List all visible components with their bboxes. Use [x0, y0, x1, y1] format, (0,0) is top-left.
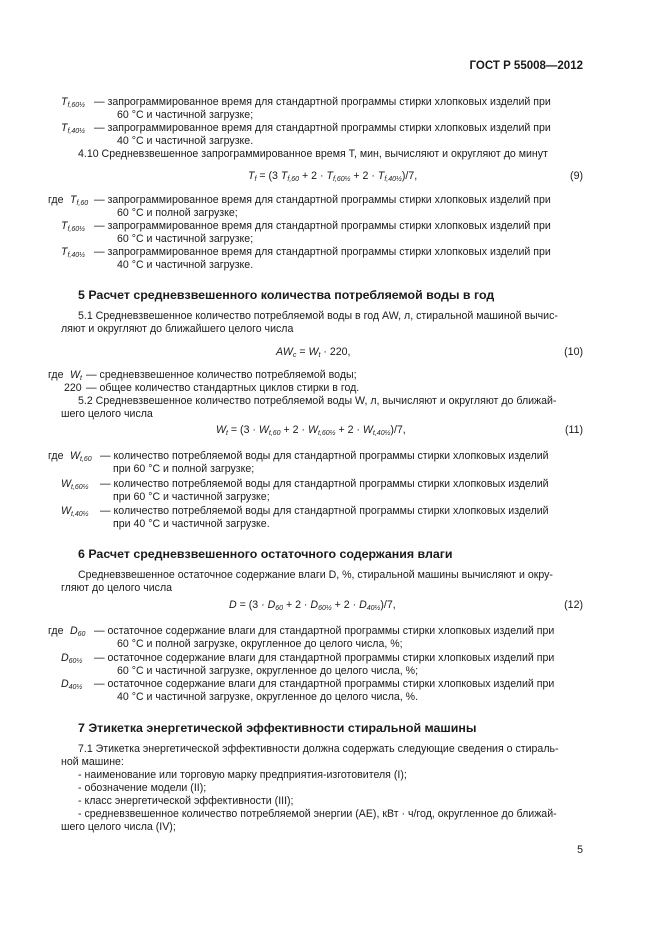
- section-7-title: 7 Этикетка энергетической эффективности стиральной машины: [78, 721, 477, 735]
- def-text: — остаточное содержание влаги для стандартной программы стирки хлопковых изделий при: [94, 678, 555, 690]
- symbol-t-60half: $T_{f,60\frac{1}{2}}$: [61, 220, 85, 233]
- symbol-d-40half: $D_{40\frac{1}{2}}$: [61, 678, 83, 691]
- symbol-t-40half: $T_{f,40\frac{1}{2}}$: [61, 246, 85, 259]
- where-label: где: [48, 450, 64, 462]
- def-text: — количество потребляемой воды для стандартной программы стирки хлопковых изделий: [100, 505, 549, 517]
- def-text: 40 °С и частичной загрузке, округленное до целого числа, %.: [117, 691, 419, 703]
- symbol-t-60half: $T_{f,60\frac{1}{2}}$: [61, 96, 85, 109]
- where-label: где: [48, 625, 64, 637]
- def-text: 60 °С и полной загрузке;: [117, 207, 238, 219]
- where-label: где: [48, 369, 64, 381]
- paragraph-4-10: 4.10 Средневзвешенное запрограммированное время T, мин, вычисляют и округляют до минут: [78, 148, 548, 160]
- equation-number: (10): [564, 346, 583, 358]
- symbol-w-t: $W_t$: [70, 369, 82, 382]
- symbol-t-40half: $T_{f,40\frac{1}{2}}$: [61, 122, 85, 135]
- def-text: — запрограммированное время для стандартной программы стирки хлопковых изделий при: [94, 194, 551, 206]
- def-text: — запрограммированное время для стандартной программы стирки хлопковых изделий при: [94, 220, 551, 232]
- paragraph-6: Средневзвешенное остаточное содержание влаги D, %, стиральной машины вычисляют и окру-: [78, 569, 553, 581]
- paragraph-6-cont: гляют до целого числа: [61, 582, 173, 594]
- def-text: — количество потребляемой воды для стандартной программы стирки хлопковых изделий: [100, 450, 549, 462]
- def-text: 40 °С и частичной загрузке.: [117, 135, 254, 147]
- def-text: — запрограммированное время для стандартной программы стирки хлопковых изделий при: [94, 96, 551, 108]
- formula-10: $AW_c = W_t \cdot 220$,: [276, 346, 351, 359]
- section-6-title: 6 Расчет средневзвешенного остаточного содержания влаги: [78, 547, 453, 561]
- def-text: — количество потребляемой воды для стандартной программы стирки хлопковых изделий: [100, 478, 549, 490]
- def-text: 60 °С и полной загрузке, округленное до целого числа, %;: [117, 638, 403, 650]
- standard-header: ГОСТ Р 55008—2012: [469, 60, 583, 72]
- formula-9: $T_f = (3$ $T_{f,60} + 2 \cdot T_{f,60\frac{1}{2}} + 2 \cdot T_{f,40\frac{1}{2}})/7$,: [248, 170, 418, 183]
- def-text: при 60 °С и полной загрузке;: [113, 463, 255, 475]
- list-item-cont: шего целого числа (IV);: [61, 821, 176, 833]
- paragraph-5-1: 5.1 Средневзвешенное количество потребляемой воды в год AW, л, стиральной машиной вычис-: [78, 310, 558, 322]
- def-text: — средневзвешенное количество потребляемой воды;: [86, 369, 357, 381]
- number-220: 220: [64, 382, 82, 394]
- paragraph-7-1-cont: ной машине:: [61, 756, 124, 768]
- def-text: при 60 °С и частичной загрузке;: [113, 491, 270, 503]
- def-text: при 40 °С и частичной загрузке.: [113, 518, 270, 530]
- formula-12: $D = (3 \cdot D_{60} + 2 \cdot D_{60\frac{1}{2}} + 2 \cdot D_{40\frac{1}{2}})/7$,: [229, 599, 396, 612]
- paragraph-5-2-cont: шего целого числа: [61, 408, 153, 420]
- page-number: 5: [577, 844, 583, 856]
- paragraph-7-1: 7.1 Этикетка энергетической эффективности должна содержать следующие сведения о стираль-: [78, 743, 559, 755]
- list-item: - обозначение модели (II);: [78, 782, 207, 794]
- list-item: - класс энергетической эффективности (III);: [78, 795, 294, 807]
- def-text: 60 °С и частичной загрузке;: [117, 109, 254, 121]
- where-label: где: [48, 194, 64, 206]
- section-5-title: 5 Расчет средневзвешенного количества потребляемой воды в год: [78, 288, 495, 302]
- def-text: — запрограммированное время для стандартной программы стирки хлопковых изделий при: [94, 122, 551, 134]
- equation-number: (12): [564, 599, 583, 611]
- def-text: — остаточное содержание влаги для стандартной программы стирки хлопковых изделий при: [94, 625, 555, 637]
- symbol-w-60: $W_{t,60}$: [70, 450, 92, 463]
- symbol-w-60half: $W_{t,60\frac{1}{2}}$: [61, 478, 89, 491]
- paragraph-5-2: 5.2 Средневзвешенное количество потребляемой воды W, л, вычисляют и округляют до ближай-: [78, 395, 557, 407]
- equation-number: (11): [564, 424, 583, 436]
- list-item: - наименование или торговую марку предприятия-изготовителя (I);: [78, 769, 407, 781]
- symbol-t-60: $T_{f,60}$: [70, 194, 89, 207]
- def-text: — общее количество стандартных циклов стирки в год.: [86, 382, 360, 394]
- symbol-w-40half: $W_{t,40\frac{1}{2}}$: [61, 505, 89, 518]
- symbol-d-60half: $D_{60\frac{1}{2}}$: [61, 652, 83, 665]
- def-text: — остаточное содержание влаги для стандартной программы стирки хлопковых изделий при: [94, 652, 555, 664]
- def-text: 60 °С и частичной загрузке;: [117, 233, 254, 245]
- list-item: - средневзвешенное количество потребляемой энергии (AE), кВт · ч/год, округленное до ближай-: [78, 808, 557, 820]
- def-text: 60 °С и частичной загрузке, округленное до целого числа, %;: [117, 665, 419, 677]
- symbol-d-60: $D_{60}$: [70, 625, 86, 638]
- formula-11: $W_t = (3 \cdot W_{t,60} + 2 \cdot W_{t,60\frac{1}{2}} + 2 \cdot W_{t,40\frac{1}{2}})/7$,: [216, 424, 406, 437]
- def-text: 40 °С и частичной загрузке.: [117, 259, 254, 271]
- def-text: — запрограммированное время для стандартной программы стирки хлопковых изделий при: [94, 246, 551, 258]
- paragraph-5-1-cont: ляют и округляют до ближайшего целого числа: [61, 323, 294, 335]
- equation-number: (9): [570, 170, 583, 182]
